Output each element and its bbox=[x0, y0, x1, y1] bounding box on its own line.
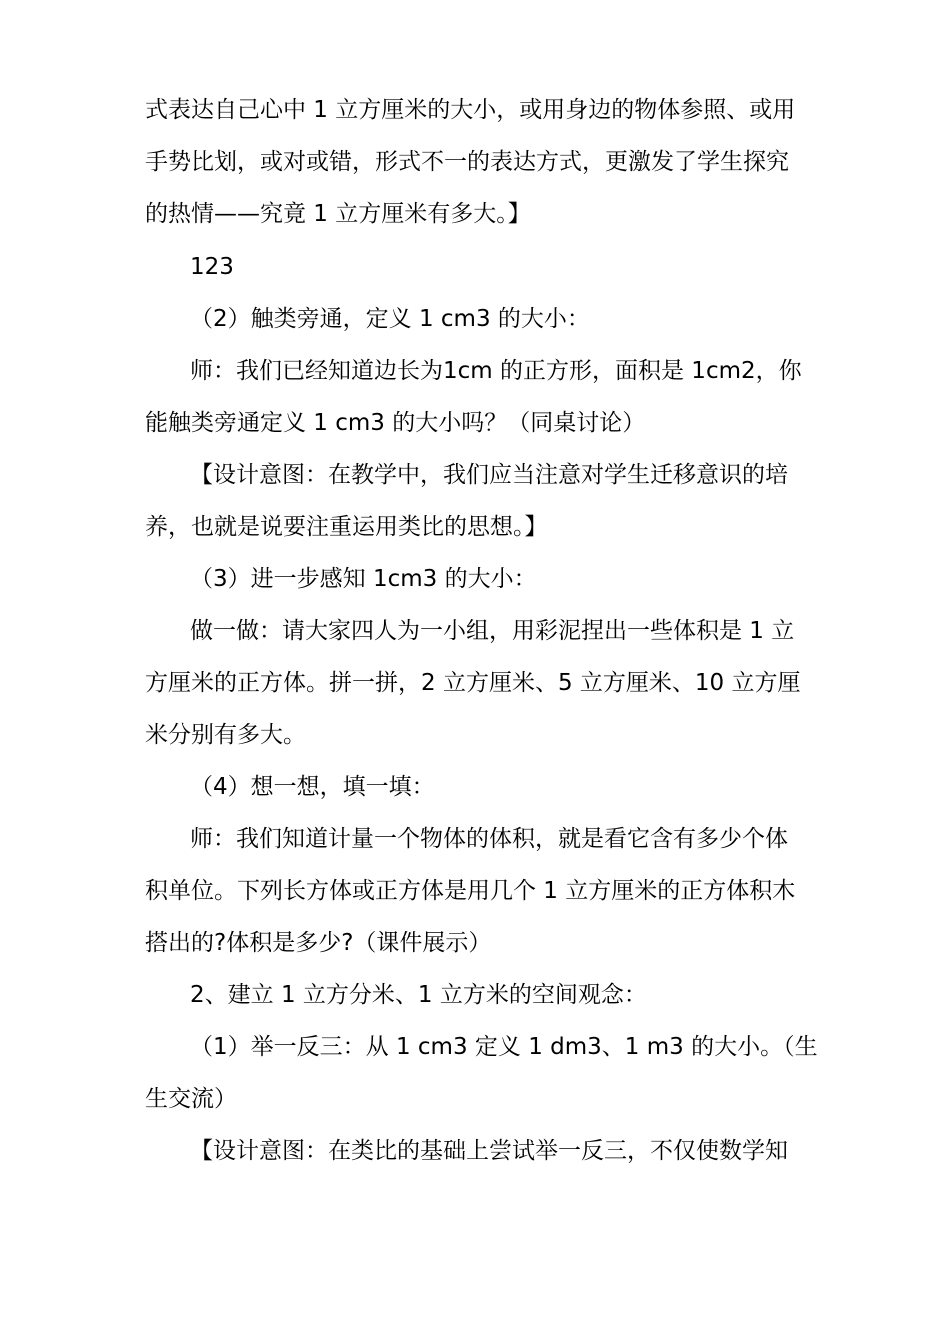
text-line: （1）举一反三：从 1 cm3 定义 1 dm3、1 m3 的大小。（生 bbox=[190, 1034, 818, 1060]
page-number: 123 bbox=[190, 254, 234, 280]
text-line: 搭出的?体积是多少?（课件展示） bbox=[145, 930, 492, 956]
text-line: 方厘米的正方体。拼一拼，2 立方厘米、5 立方厘米、10 立方厘 bbox=[145, 670, 801, 696]
text-line: 式表达自己心中 1 立方厘米的大小，或用身边的物体参照、或用 bbox=[145, 97, 796, 123]
text-line: 师：我们已经知道边长为1cm 的正方形，面积是 1cm2，你 bbox=[190, 358, 802, 384]
section-heading: （2）触类旁通，定义 1 cm3 的大小： bbox=[190, 306, 590, 332]
text-line: 做一做：请大家四人为一小组，用彩泥捏出一些体积是 1 立 bbox=[190, 618, 795, 644]
text-line: 米分别有多大。 bbox=[145, 722, 306, 748]
design-note: 【设计意图：在教学中，我们应当注意对学生迁移意识的培 bbox=[190, 462, 788, 488]
section-heading: （3）进一步感知 1cm3 的大小： bbox=[190, 566, 537, 592]
text-line: 积单位。下列长方体或正方体是用几个 1 立方厘米的正方体积木 bbox=[145, 878, 796, 904]
design-note: 【设计意图：在类比的基础上尝试举一反三，不仅使数学知 bbox=[190, 1138, 788, 1164]
text-line: 的热情——究竟 1 立方厘米有多大。】 bbox=[145, 201, 531, 227]
text-line: 师：我们知道计量一个物体的体积，就是看它含有多少个体 bbox=[190, 826, 788, 852]
text-line: 能触类旁通定义 1 cm3 的大小吗？（同桌讨论） bbox=[145, 410, 646, 436]
design-note: 养，也就是说要注重运用类比的思想。】 bbox=[145, 514, 548, 540]
text-line: 手势比划，或对或错，形式不一的表达方式，更激发了学生探究 bbox=[145, 149, 789, 175]
text-line: 生交流） bbox=[145, 1086, 237, 1112]
section-heading: 2、建立 1 立方分米、1 立方米的空间观念： bbox=[190, 982, 647, 1008]
section-heading: （4）想一想，填一填： bbox=[190, 774, 435, 800]
